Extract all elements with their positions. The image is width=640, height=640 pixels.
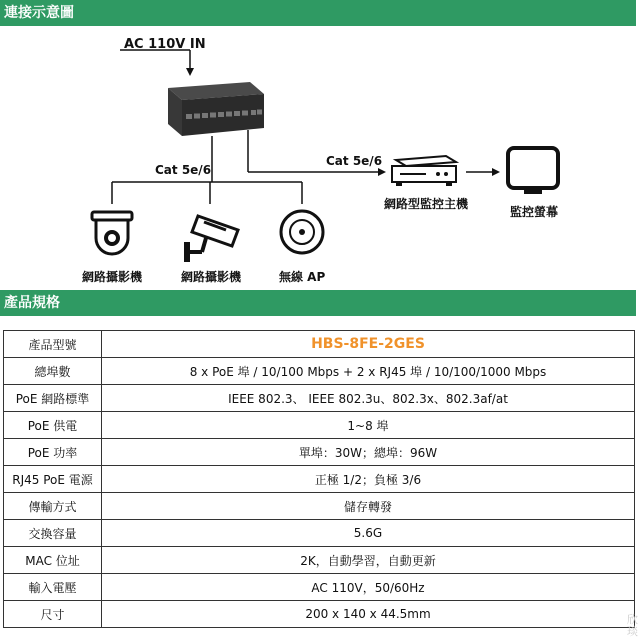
spec-row xyxy=(4,466,635,493)
monitor-arrow xyxy=(466,168,500,176)
cable-right-label: Cat 5e/6 xyxy=(326,154,383,168)
monitor-label: 監控螢幕 xyxy=(510,205,559,219)
spec-key: 輸入電壓 xyxy=(4,574,102,601)
spec-row xyxy=(4,601,635,628)
nvr-icon xyxy=(392,156,456,186)
spec-value: 1~8 埠 xyxy=(102,412,635,439)
spec-key: 尺寸 xyxy=(4,601,102,628)
spec-value: 單埠：30W；總埠：96W xyxy=(102,439,635,466)
spec-row xyxy=(4,439,635,466)
spec-row xyxy=(4,574,635,601)
model-number: HBS-8FE-2GES xyxy=(311,336,425,352)
ap-label: 無線 AP xyxy=(279,270,326,284)
dome-camera-icon xyxy=(92,212,132,254)
spec-row xyxy=(4,331,635,358)
watermark: 欣 琰 xyxy=(627,613,638,638)
spec-key: MAC 位址 xyxy=(4,547,102,574)
power-input-label: AC 110V IN xyxy=(124,37,206,52)
connection-diagram-header: 連接示意圖 xyxy=(0,0,636,26)
wireless-ap-icon xyxy=(281,211,323,253)
camera2-label: 網路攝影機 xyxy=(181,270,242,284)
spec-key: 傳輸方式 xyxy=(4,493,102,520)
spec-row xyxy=(4,412,635,439)
spec-header: 產品規格 xyxy=(0,290,636,316)
camera1-label: 網路攝影機 xyxy=(82,270,143,284)
connection-diagram xyxy=(0,26,640,290)
nvr-label: 網路型監控主機 xyxy=(384,197,469,211)
spec-value: 2K，自動學習，自動更新 xyxy=(102,547,635,574)
monitor-icon xyxy=(508,148,558,194)
power-input-line xyxy=(120,50,194,76)
spec-value: IEEE 802.3、 IEEE 802.3u、802.3x、802.3af/at xyxy=(102,385,635,412)
spec-value: 200 x 140 x 44.5mm xyxy=(102,601,635,628)
diagram-drawing xyxy=(0,26,640,290)
spec-row xyxy=(4,493,635,520)
bullet-camera-icon xyxy=(184,216,238,262)
spec-key: 交換容量 xyxy=(4,520,102,547)
spec-row xyxy=(4,520,635,547)
poe-switch-icon xyxy=(168,82,264,136)
spec-key: PoE 功率 xyxy=(4,439,102,466)
spec-value: 正極 1/2；負極 3/6 xyxy=(102,466,635,493)
spec-key: PoE 網路標準 xyxy=(4,385,102,412)
spec-row xyxy=(4,358,635,385)
spec-value: 儲存轉發 xyxy=(102,493,635,520)
spec-key: RJ45 PoE 電源 xyxy=(4,466,102,493)
spec-value xyxy=(102,331,635,358)
spec-table-body xyxy=(4,331,635,628)
spec-row xyxy=(4,385,635,412)
cable-left-label: Cat 5e/6 xyxy=(155,163,212,177)
spec-key: 總埠數 xyxy=(4,358,102,385)
spec-key: PoE 供電 xyxy=(4,412,102,439)
right-cable-line xyxy=(248,130,386,176)
spec-row xyxy=(4,547,635,574)
spec-value: 5.6G xyxy=(102,520,635,547)
spec-value: 8 x PoE 埠 / 10/100 Mbps + 2 x RJ45 埠 / 10/100/1000 Mbps xyxy=(102,358,635,385)
spec-table xyxy=(3,330,635,628)
spec-key: 產品型號 xyxy=(4,331,102,358)
spec-value: AC 110V，50/60Hz xyxy=(102,574,635,601)
